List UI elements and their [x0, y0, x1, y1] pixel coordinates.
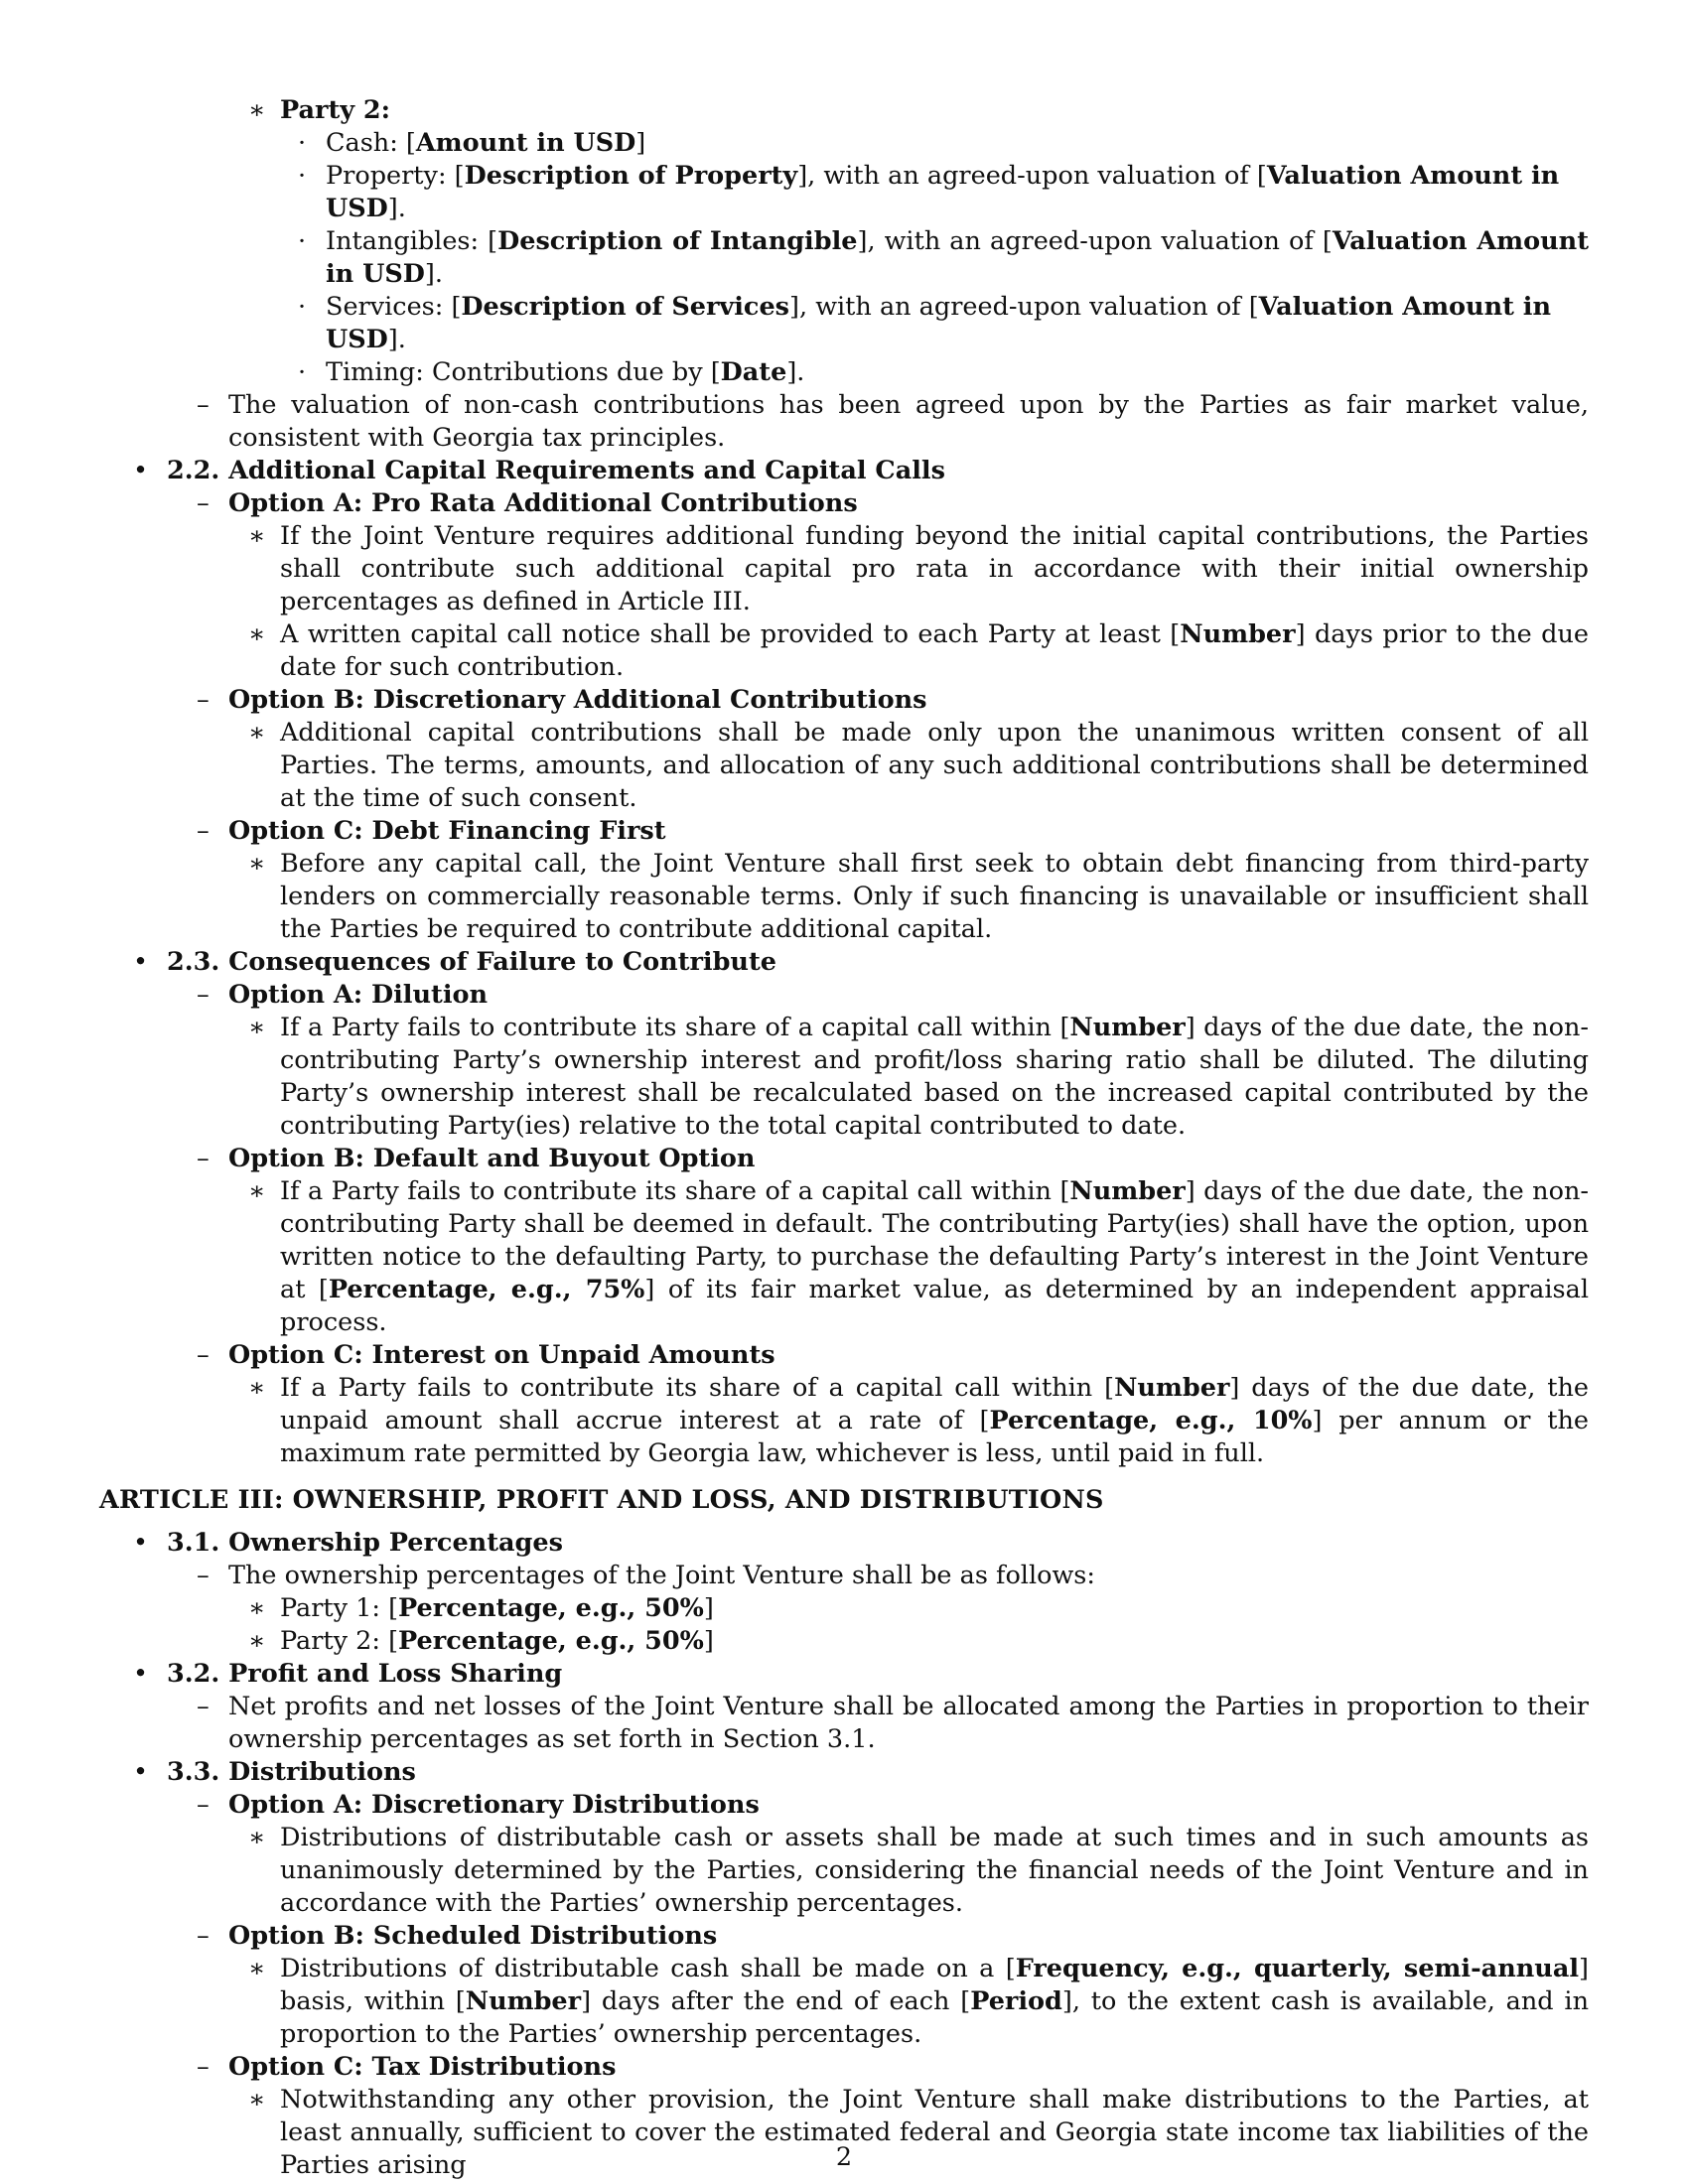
text: ], to the extent cash is available, and in proportion to the Parties’ ownership percentages.: [280, 1986, 1589, 2049]
placeholder: Description of Intangible: [497, 226, 858, 256]
option-title: Option A: Discretionary Distributions: [228, 1790, 760, 1820]
s22-option-a-2: [99, 618, 1589, 684]
asterisk-bullet-icon: ∗: [248, 849, 266, 879]
option-title: Option A: Pro Rata Additional Contributions: [228, 488, 858, 518]
asterisk-bullet-icon: ∗: [248, 718, 266, 748]
round-bullet-icon: •: [133, 456, 149, 485]
placeholder: Percentage, e.g., 75%: [328, 1275, 645, 1304]
dash-bullet-icon: –: [197, 1921, 210, 1951]
text: ]: [703, 1626, 714, 1656]
text: Cash: [: [326, 128, 416, 158]
text: ], with an agreed-upon valuation of [: [797, 161, 1267, 191]
party2-label: Party 2:: [280, 95, 391, 125]
asterisk-bullet-icon: ∗: [248, 1593, 266, 1623]
dash-bullet-icon: –: [197, 816, 210, 846]
text: ]: [635, 128, 646, 158]
text: ].: [387, 194, 406, 223]
party2-item: [99, 94, 1589, 127]
placeholder: Percentage, e.g., 50%: [398, 1593, 704, 1623]
asterisk-bullet-icon: ∗: [248, 95, 266, 125]
text: A written capital call notice shall be provided to each Party at least [: [280, 619, 1181, 649]
party2-property: [99, 160, 1589, 225]
text: ] days prior to the due date for such contribution.: [280, 619, 1590, 682]
s23-option-b: [99, 1143, 1589, 1175]
s23-option-a-1: [99, 1012, 1589, 1143]
asterisk-bullet-icon: ∗: [248, 1013, 266, 1042]
text: ] days after the end of each [: [581, 1986, 971, 2016]
placeholder: Percentage, e.g., 10%: [989, 1406, 1313, 1435]
placeholder: Amount in USD: [415, 128, 636, 158]
section-title: 3.3. Distributions: [167, 1757, 416, 1787]
dash-bullet-icon: –: [197, 2052, 210, 2082]
option-title: Option B: Discretionary Additional Contributions: [228, 685, 927, 715]
s22-option-b-1: [99, 717, 1589, 815]
placeholder: Number: [1114, 1373, 1230, 1403]
text: Services: [: [326, 292, 462, 322]
placeholder: Date: [720, 357, 787, 387]
round-bullet-icon: •: [133, 1528, 149, 1558]
document-page: [99, 94, 1589, 2182]
text: The ownership percentages of the Joint Venture shall be as follows:: [228, 1561, 1095, 1590]
text: The valuation of non-cash contributions has been agreed upon by the Parties as fair market value, consistent with Georgia tax principles.: [228, 390, 1589, 453]
option-title: Option B: Default and Buyout Option: [228, 1144, 756, 1173]
text: Timing: Contributions due by [: [326, 357, 721, 387]
section-2-2: [99, 455, 1589, 487]
s23-option-b-1: [99, 1175, 1589, 1339]
placeholder: Description of Services: [461, 292, 790, 322]
placeholder: Frequency, e.g., quarterly, semi-annual: [1015, 1954, 1580, 1983]
round-bullet-icon: •: [133, 947, 149, 977]
placeholder: Number: [1069, 1176, 1186, 1206]
dash-bullet-icon: –: [197, 488, 210, 518]
dash-bullet-icon: –: [197, 1144, 210, 1173]
s33-option-a-1: [99, 1822, 1589, 1920]
text: Distributions of distributable cash shall be made on a [: [280, 1954, 1016, 1983]
section-title: 3.2. Profit and Loss Sharing: [167, 1659, 563, 1689]
option-title: Option C: Tax Distributions: [228, 2052, 617, 2082]
dash-bullet-icon: –: [197, 980, 210, 1010]
text: ] of its fair market value, as determined by an independent appraisal process.: [280, 1275, 1589, 1337]
asterisk-bullet-icon: ∗: [248, 1626, 266, 1656]
s33-option-b-1: [99, 1953, 1589, 2051]
dot-bullet-icon: ·: [298, 161, 307, 191]
s22-option-c-1: [99, 848, 1589, 946]
text: If a Party fails to contribute its share of a capital call within [: [280, 1373, 1115, 1403]
text: If a Party fails to contribute its share of a capital call within [: [280, 1013, 1070, 1042]
s23-option-c: [99, 1339, 1589, 1372]
text: If a Party fails to contribute its share of a capital call within [: [280, 1176, 1070, 1206]
text: Net profits and net losses of the Joint Venture shall be allocated among the Parties in proportion to their ownership percentages as set forth in Section 3.1.: [228, 1692, 1589, 1754]
asterisk-bullet-icon: ∗: [248, 521, 266, 551]
text: ].: [387, 325, 406, 354]
text: Party 1: [: [280, 1593, 399, 1623]
placeholder: Description of Property: [464, 161, 798, 191]
placeholder: Number: [1069, 1013, 1186, 1042]
placeholder: Period: [970, 1986, 1062, 2016]
s22-option-a-1: [99, 520, 1589, 618]
dash-bullet-icon: –: [197, 390, 210, 420]
dot-bullet-icon: ·: [298, 292, 307, 322]
placeholder: Valuation Amount in USD: [326, 292, 1552, 354]
s22-option-c: [99, 815, 1589, 848]
text: Property: [: [326, 161, 465, 191]
text: ]: [703, 1593, 714, 1623]
dash-bullet-icon: –: [197, 685, 210, 715]
section-title: 2.2. Additional Capital Requirements and Capital Calls: [167, 456, 945, 485]
option-title: Option A: Dilution: [228, 980, 489, 1010]
asterisk-bullet-icon: ∗: [248, 1823, 266, 1852]
text: ].: [424, 259, 443, 289]
s31-party2: [99, 1625, 1589, 1658]
text: ] basis, within [: [280, 1954, 1589, 2016]
s31-party1: [99, 1592, 1589, 1625]
dash-bullet-icon: –: [197, 1340, 210, 1370]
dot-bullet-icon: ·: [298, 128, 307, 158]
party2-services: [99, 291, 1589, 356]
dash-bullet-icon: –: [197, 1561, 210, 1590]
section-2-3: [99, 946, 1589, 979]
round-bullet-icon: •: [133, 1757, 149, 1787]
s23-option-a: [99, 979, 1589, 1012]
s22-option-a: [99, 487, 1589, 520]
s33-option-a: [99, 1789, 1589, 1822]
option-title: Option B: Scheduled Distributions: [228, 1921, 718, 1951]
text: ], with an agreed-upon valuation of [: [857, 226, 1333, 256]
text: Party 2: [: [280, 1626, 399, 1656]
valuation-note: [99, 389, 1589, 455]
dash-bullet-icon: –: [197, 1692, 210, 1721]
text: Notwithstanding any other provision, the Joint Venture shall make distributions to the Parties, at least annually, sufficient to cover the estimated federal and Georgia state income tax liabilities of the Parties arising: [280, 2085, 1589, 2180]
text: ] days of the due date, the non-contributing Party’s ownership interest and profit/loss sharing ratio shall be diluted. The diluting Party’s ownership interest shall be recalculated based on the increased capital contributed by the contributing Party(ies) relative to the total capital contributed to date.: [280, 1013, 1589, 1141]
party2-timing: [99, 356, 1589, 389]
section-title: 2.3. Consequences of Failure to Contribute: [167, 947, 776, 977]
placeholder: Number: [465, 1986, 582, 2016]
party2-cash: [99, 127, 1589, 160]
placeholder: Valuation Amount in USD: [326, 226, 1589, 289]
asterisk-bullet-icon: ∗: [248, 1176, 266, 1206]
dot-bullet-icon: ·: [298, 226, 307, 256]
section-3-2: [99, 1658, 1589, 1691]
party2-intangibles: [99, 225, 1589, 291]
asterisk-bullet-icon: ∗: [248, 2085, 266, 2115]
article-heading: ARTICLE III: OWNERSHIP, PROFIT AND LOSS, AND DISTRIBUTIONS: [99, 1485, 1104, 1515]
option-title: Option C: Interest on Unpaid Amounts: [228, 1340, 775, 1370]
s33-option-c: [99, 2051, 1589, 2084]
s22-option-b: [99, 684, 1589, 717]
asterisk-bullet-icon: ∗: [248, 619, 266, 649]
round-bullet-icon: •: [133, 1659, 149, 1689]
placeholder: Valuation Amount in USD: [326, 161, 1560, 223]
page-number: 2: [835, 2142, 853, 2172]
text: ], with an agreed-upon valuation of [: [789, 292, 1259, 322]
option-title: Option C: Debt Financing First: [228, 816, 666, 846]
text: If the Joint Venture requires additional funding beyond the initial capital contributions, the Parties shall contribute such additional capital pro rata in accordance with their initial ownership percentages as defined in Article III.: [280, 521, 1589, 616]
s32-text: [99, 1691, 1589, 1756]
text: ] per annum or the maximum rate permitted by Georgia law, whichever is less, until paid in full.: [280, 1406, 1589, 1468]
s33-option-b: [99, 1920, 1589, 1953]
dash-bullet-icon: –: [197, 1790, 210, 1820]
section-3-1: [99, 1527, 1589, 1560]
text: Distributions of distributable cash or assets shall be made at such times and in such amounts as unanimously determined by the Parties, considering the financial needs of the Joint Venture and in accordance with the Parties’ ownership percentages.: [280, 1823, 1589, 1918]
section-title: 3.1. Ownership Percentages: [167, 1528, 563, 1558]
text: Additional capital contributions shall be made only upon the unanimous written consent of all Parties. The terms, amounts, and allocation of any such additional contributions shall be determined at the time of such consent.: [280, 718, 1589, 813]
placeholder: Percentage, e.g., 50%: [398, 1626, 704, 1656]
text: Before any capital call, the Joint Venture shall first seek to obtain debt financing from third-party lenders on commercially reasonable terms. Only if such financing is unavailable or insufficient shall the Parties be required to contribute additional capital.: [280, 849, 1589, 944]
asterisk-bullet-icon: ∗: [248, 1954, 266, 1983]
section-3-3: [99, 1756, 1589, 1789]
text: ].: [786, 357, 805, 387]
text: Intangibles: [: [326, 226, 498, 256]
text: ] days of the due date, the non-contributing Party shall be deemed in default. The contributing Party(ies) shall have the option, upon written notice to the defaulting Party, to purchase the defaulting Party’s interest in the Joint Venture at [: [280, 1176, 1589, 1304]
asterisk-bullet-icon: ∗: [248, 1373, 266, 1403]
s23-option-c-1: [99, 1372, 1589, 1470]
s31-intro: [99, 1560, 1589, 1592]
text: ] days of the due date, the unpaid amount shall accrue interest at a rate of [: [280, 1373, 1589, 1435]
dot-bullet-icon: ·: [298, 357, 307, 387]
placeholder: Number: [1180, 619, 1296, 649]
